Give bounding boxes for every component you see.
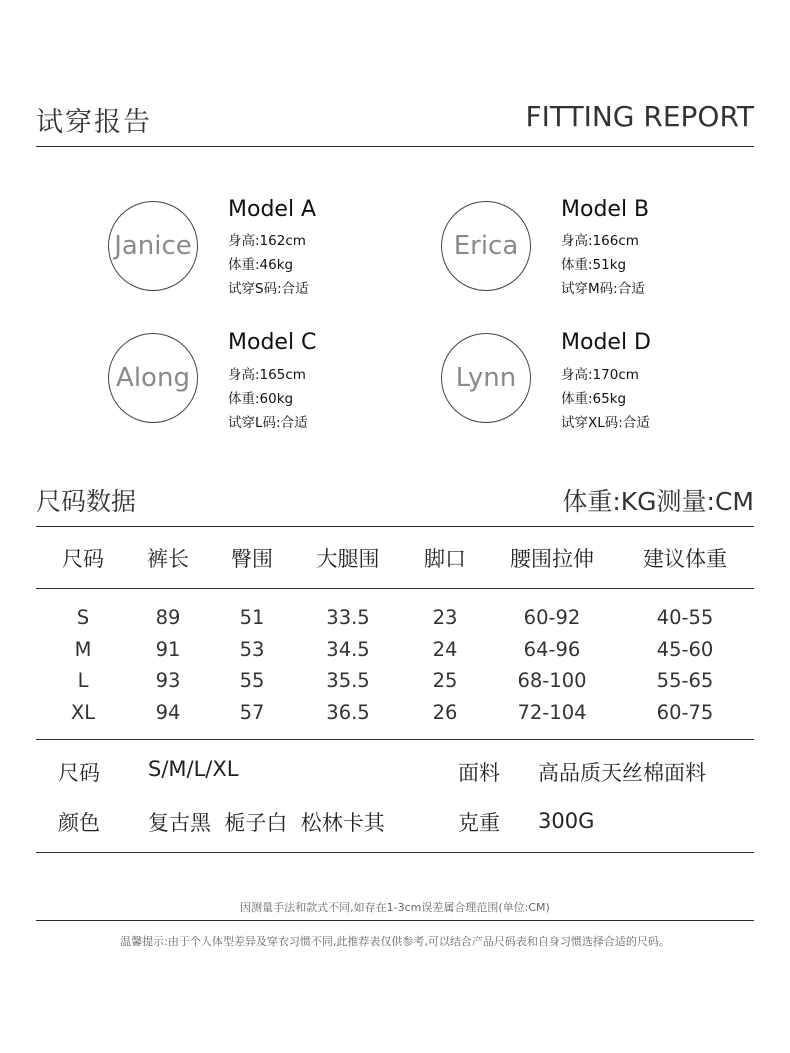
table-cell: 23	[432, 606, 458, 629]
table-cell: 68-100	[517, 669, 587, 692]
info-size-value: S/M/L/XL	[148, 757, 239, 781]
model-c-avatar-circle	[108, 333, 198, 423]
model-d-weight: 体重:65kg	[561, 391, 627, 407]
table-header-hem: 脚口	[424, 547, 466, 571]
model-d-name: Lynn	[455, 363, 517, 393]
table-header-waist: 腰围拉伸	[510, 547, 594, 571]
info-color-label: 颜色	[58, 811, 100, 835]
table-cell: 89	[155, 606, 181, 629]
model-b-avatar-circle	[441, 201, 531, 291]
info-bottom-rule	[36, 852, 754, 853]
table-cell: 36.5	[326, 701, 370, 724]
header-divider	[36, 146, 754, 147]
table-cell: 33.5	[326, 606, 370, 629]
table-cell: 26	[432, 701, 458, 724]
model-c-height: 身高:165cm	[228, 367, 306, 383]
info-size-label: 尺码	[58, 761, 100, 785]
table-cell: 51	[239, 606, 265, 629]
info-weight-value: 300G	[538, 809, 595, 833]
table-cell: 35.5	[326, 669, 370, 692]
model-b-fit: 试穿M码:合适	[561, 281, 645, 297]
table-cell: 91	[155, 638, 181, 661]
model-d-fit: 试穿XL码:合适	[561, 415, 650, 431]
table-cell: 55-65	[656, 669, 714, 692]
size-table-bottom-rule	[36, 739, 754, 740]
info-weight-label: 克重	[458, 811, 500, 835]
model-a-height: 身高:162cm	[228, 233, 306, 249]
info-fabric-label: 面料	[458, 761, 500, 785]
table-cell: 60-75	[656, 701, 714, 724]
table-cell: 25	[432, 669, 458, 692]
model-c-label: Model C	[228, 330, 317, 355]
model-a-label: Model A	[228, 197, 317, 222]
table-header-size: 尺码	[62, 547, 104, 571]
model-a-name: Janice	[114, 231, 192, 261]
size-section-title: 尺码数据	[36, 487, 137, 516]
table-header-hip: 臀围	[231, 547, 273, 571]
size-section-unit: 体重:KG测量:CM	[562, 487, 754, 516]
model-a-avatar-circle	[108, 201, 198, 291]
model-a-weight: 体重:46kg	[228, 257, 294, 273]
model-c-fit: 试穿L码:合适	[228, 415, 308, 431]
table-cell: 34.5	[326, 638, 370, 661]
model-a-fit: 试穿S码:合适	[228, 281, 309, 297]
model-d-height: 身高:170cm	[561, 367, 639, 383]
page-title-en: FITTING REPORT	[525, 100, 754, 133]
model-b-height: 身高:166cm	[561, 233, 639, 249]
notes-divider	[36, 920, 754, 921]
table-header-weight: 建议体重	[643, 547, 727, 571]
sizing-tip: 温馨提示:由于个人体型差异及穿衣习惯不同,此推荐表仅供参考,可以结合产品尺码表和自身习惯选择合适的尺码。	[120, 935, 670, 948]
model-b-name: Erica	[453, 231, 519, 261]
table-cell: L	[77, 669, 89, 692]
table-header-length: 裤长	[147, 547, 189, 571]
table-cell: 60-92	[523, 606, 581, 629]
size-table-top-rule	[36, 526, 754, 527]
table-cell: 64-96	[523, 638, 581, 661]
page-title-cn: 试穿报告	[36, 107, 152, 138]
size-table-header-rule	[36, 588, 754, 589]
table-header-thigh: 大腿围	[316, 547, 380, 571]
table-cell: XL	[70, 701, 96, 724]
table-cell: 55	[239, 669, 265, 692]
model-d-avatar-circle	[441, 333, 531, 423]
measurement-note: 因测量手法和款式不同,如存在1-3cm误差属合理范围(单位:CM)	[240, 901, 550, 914]
table-cell: 53	[239, 638, 265, 661]
table-cell: 72-104	[517, 701, 587, 724]
table-cell: 94	[155, 701, 181, 724]
model-b-label: Model B	[561, 197, 650, 222]
model-c-weight: 体重:60kg	[228, 391, 294, 407]
table-cell: 45-60	[656, 638, 714, 661]
model-c-name: Along	[116, 363, 190, 393]
table-cell: 93	[155, 669, 181, 692]
table-cell: S	[76, 606, 90, 629]
table-cell: 40-55	[656, 606, 714, 629]
info-fabric-value: 高品质天丝棉面料	[538, 761, 706, 785]
table-cell: 57	[239, 701, 265, 724]
model-d-label: Model D	[561, 330, 651, 355]
model-b-weight: 体重:51kg	[561, 257, 627, 273]
table-cell: M	[74, 638, 92, 661]
table-cell: 24	[432, 638, 458, 661]
info-color-value: 复古黑 栀子白 松林卡其	[148, 811, 385, 835]
